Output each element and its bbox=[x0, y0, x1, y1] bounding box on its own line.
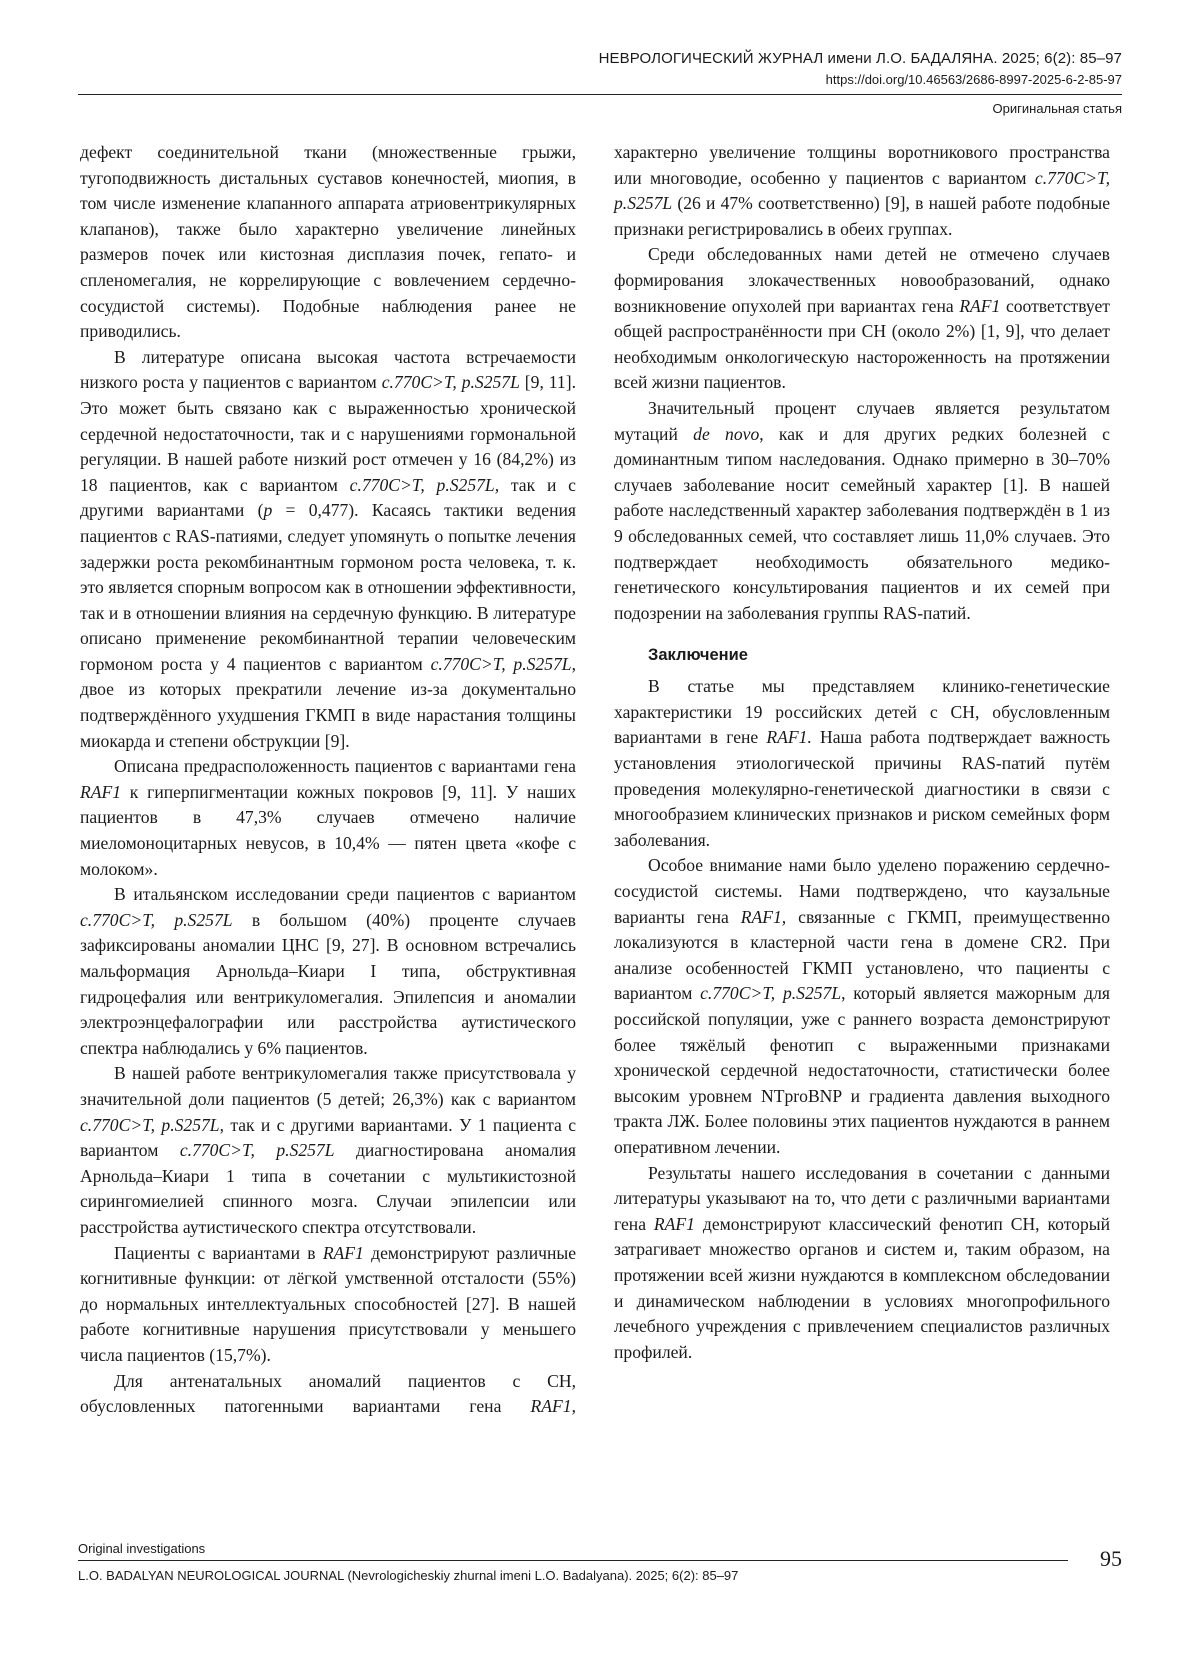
variant-name: c.770C>T, p.S257L bbox=[614, 167, 1110, 214]
paragraph: В статье мы представляем клинико-генетические характеристики 19 российских детей с СН, обусловленным вариантами в гене RAF1. Наша работа подтверждает важность установления этиологической причины RAS-патий путём проведения молекулярно-генетической диагностики в связи с многообразием клинических признаков и риском семейных форм заболевания. bbox=[614, 676, 1110, 850]
header-divider bbox=[78, 94, 1122, 95]
variant-name: c.770C>T, p.S257L bbox=[381, 372, 520, 393]
footer-article-type: Original investigations bbox=[78, 1541, 206, 1556]
p-value-symbol: p bbox=[263, 500, 273, 521]
right-column bbox=[614, 140, 1110, 1365]
latin-term: de novo bbox=[693, 423, 760, 444]
article-type: Оригинальная статья bbox=[992, 101, 1122, 116]
footer-journal-title: L.O. BADALYAN NEUROLOGICAL JOURNAL (Nevrologicheskiy zhurnal imeni L.O. Badalyana). 2025; 6(2): 85–97 bbox=[78, 1568, 739, 1583]
variant-name: c.770C>T, p.S257L bbox=[430, 653, 572, 674]
gene-name: RAF1. bbox=[766, 727, 812, 748]
paragraph: Для антенатальных аномалий пациентов с СН, обусловленных патогенными вариантами гена RAF1, bbox=[80, 1370, 576, 1417]
section-heading-conclusion: Заключение bbox=[648, 646, 748, 665]
gene-name: RAF1 bbox=[80, 781, 122, 802]
paragraph: характерно увеличение толщины воротникового пространства или многоводие, особенно у пациентов с вариантом c.770C>T, p.S257L (26 и 47% соответственно) [9], в нашей работе подобные признаки регистрировались в обеих группах. bbox=[614, 142, 1110, 239]
variant-name: c.770C>T, p.S257L bbox=[80, 909, 233, 930]
paragraph: В литературе описана высокая частота встречаемости низкого роста у пациентов с вариантом c.770C>T, p.S257L [9, 11]. Это может быть связано как с выраженностью хронической сердечной недостаточности, так и с нарушениями гормональной регуляции. В нашей работе низкий рост отмечен у 16 (84,2%) из 18 пациентов, как с вариантом c.770C>T, p.S257L, так и с другими вариантами (p = 0,477). Касаясь тактики ведения пациентов с RAS-патиями, следует упомянуть о попытке лечения задержки роста рекомбинантным гормоном роста человека, т. к. это является спорным вопросом как в отношении эффективности, так и в отношении влияния на сердечную функцию. В литературе описано применение рекомбинантной терапии человеческим гормоном роста у 4 пациентов с вариантом c.770C>T, p.S257L, двое из которых прекратили лечение из-за документально подтверждённого ухудшения ГКМП в виде нарастания толщины миокарда и степени обструкции [9]. bbox=[80, 346, 576, 751]
paragraph: Пациенты с вариантами в RAF1 демонстрируют различные когнитивные функции: от лёгкой умственной отсталости (55%) до нормальных интеллектуальных способностей [27]. В нашей работе когнитивные нарушения присутствовали у меньшего числа пациентов (15,7%). bbox=[80, 1242, 577, 1365]
paragraph: Описана предрасположенность пациентов с вариантами гена RAF1 к гиперпигментации кожных покровов [9, 11]. У наших пациентов в 47,3% случаев отмечено наличие миеломоноцитарных невусов, в 10,4% — пятен цвета «кофе с молоком». bbox=[80, 756, 576, 879]
gene-name: RAF1 bbox=[322, 1242, 364, 1263]
variant-name: c.770C>T, p.S257L bbox=[700, 983, 842, 1004]
variant-name: c.770C>T, p.S257L bbox=[179, 1140, 335, 1161]
paragraph: В итальянском исследовании среди пациентов с вариантом c.770C>T, p.S257L в большом (40%) проценте случаев зафиксированы аномалии ЦНС [9, 27]. В основном встречались мальформация Арнольда–Киари I типа, обструктивная гидроцефалия или вентрикуломегалия. Эпилепсия и аномалии электроэнцефалографии или расстройства аутистического спектра наблюдались у 6% пациентов. bbox=[80, 884, 576, 1058]
journal-title: НЕВРОЛОГИЧЕСКИЙ ЖУРНАЛ имени Л.О. БАДАЛЯНА. 2025; 6(2): 85–97 bbox=[598, 50, 1122, 67]
footer-divider bbox=[78, 1560, 1068, 1561]
gene-name: RAF1 bbox=[530, 1396, 572, 1417]
gene-name: RAF1, bbox=[740, 906, 787, 927]
gene-name: RAF1 bbox=[959, 295, 1001, 316]
page-number: 95 bbox=[1100, 1546, 1122, 1571]
paragraph: Результаты нашего исследования в сочетании с данными литературы указывают на то, что дети с различными вариантами гена RAF1 демонстрируют классический фенотип СН, который затрагивает множество органов и систем и, таким образом, на протяжении всей жизни нуждаются в комплексном обследовании и динамическом наблюдении в условиях многопрофильного лечебного учреждения с привлечением специалистов различных профилей. bbox=[614, 1162, 1110, 1362]
gene-name: RAF1 bbox=[653, 1213, 695, 1234]
variant-name: c.770C>T, p.S257L, bbox=[349, 474, 500, 495]
paragraph: дефект соединительной ткани (множественные грыжи, тугоподвижность дистальных суставов конечностей, миопия, в том числе изменение клапанного аппарата атриовентрикулярных клапанов), также было характерно увеличение линейных размеров почек или кистозная дисплазия почек, гепато- и спленомегалия, не коррелирующие с вовлечением сердечно-сосудистой системы). Подобные наблюдения ранее не приводились. bbox=[80, 142, 576, 342]
variant-name: c.770C>T, p.S257L bbox=[80, 1114, 220, 1135]
paragraph: В нашей работе вентрикуломегалия также присутствовала у значительной доли пациентов (5 детей; 26,3%) как с вариантом c.770C>T, p.S257L, так и с другими вариантами. У 1 пациента с вариантом c.770C>T, p.S257L диагностирована аномалия Арнольда–Киари 1 типа в сочетании с мультикистозной сирингомиелией спинного мозга. Случаи эпилепсии или расстройства аутистического спектра отсутствовали. bbox=[80, 1063, 577, 1237]
paragraph: Значительный процент случаев является результатом мутаций de novo, как и для других редких болезней с доминантным типом наследования. Однако примерно в 30–70% случаев заболевание носит семейный характер [1]. В нашей работе наследственный характер заболевания подтверждён в 1 из 9 обследованных семей, что составляет лишь 11,0% случаев. Это подтверждает необходимость обязательного медико-генетического консультирования пациентов и их семей при подозрении на заболевания группы RAS-патий. bbox=[614, 397, 1110, 623]
left-column bbox=[80, 140, 576, 1420]
doi-link[interactable]: https://doi.org/10.46563/2686-8997-2025-6-2-85-97 bbox=[825, 72, 1122, 87]
paragraph: Особое внимание нами было уделено поражению сердечно-сосудистой системы. Нами подтверждено, что каузальные варианты гена RAF1, связанные с ГКМП, преимущественно локализуются в кластерной части гена в домене CR2. При анализе особенностей ГКМП установлено, что пациенты с вариантом c.770C>T, p.S257L, который является мажорным для российской популяции, уже с раннего возраста демонстрируют более тяжёлый фенотип с выраженными признаками хронической сердечной недостаточности, статистически более высоким уровнем NTproBNP и градиента давления выходного тракта ЛЖ. Более половины этих пациентов нуждаются в раннем оперативном лечении. bbox=[614, 855, 1110, 1157]
paragraph: Среди обследованных нами детей не отмечено случаев формирования злокачественных новообразований, однако возникновение опухолей при вариантах гена RAF1 соответствует общей распространённости при СН (около 2%) [1, 9], что делает необходимым онкологическую настороженность на протяжении всей жизни пациентов. bbox=[614, 244, 1110, 393]
